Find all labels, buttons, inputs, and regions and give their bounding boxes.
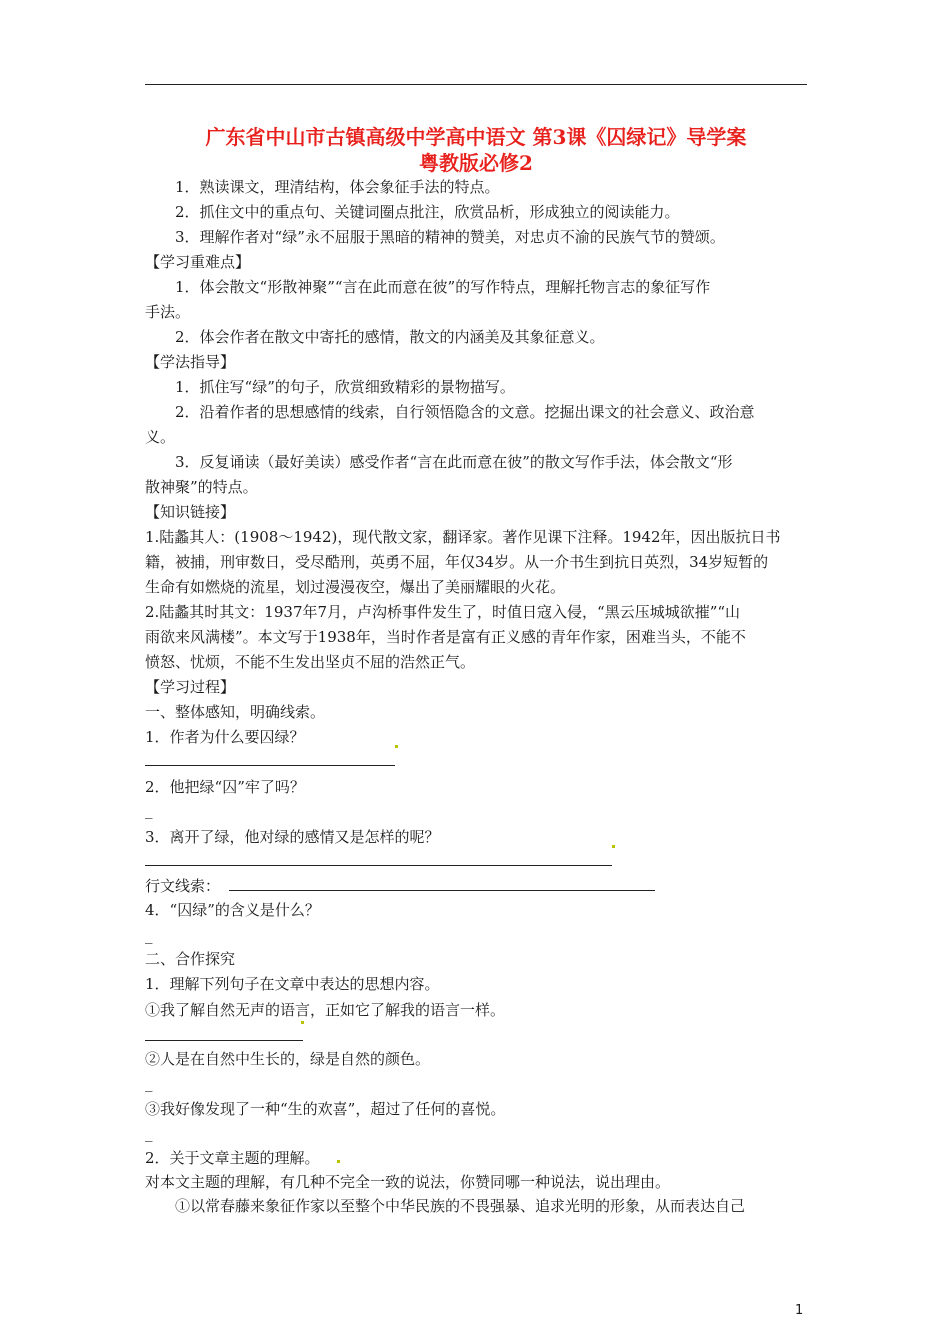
answer-blank-1 <box>145 765 395 766</box>
key-point-1-cont: 手法。 <box>145 303 191 321</box>
speck <box>337 1160 340 1163</box>
clue-label: 行文线索： <box>145 877 221 895</box>
view-1: ①以常春藤来象征作家以至整个中华民族的不畏强暴、追求光明的形象，从而表达自己 <box>175 1197 746 1215</box>
page-number: 1 <box>795 1303 804 1318</box>
speck <box>301 1021 304 1024</box>
key-point-2: 2．体会作者在散文中寄托的感情，散文的内涵美及其象征意义。 <box>175 328 605 346</box>
method-1: 1．抓住写“绿”的句子，欣赏细致精彩的景物描写。 <box>175 378 515 396</box>
objective-2: 2．抓住文中的重点句、关键词圈点批注，欣赏品析，形成独立的阅读能力。 <box>175 203 680 221</box>
process-heading: 【学习过程】 <box>145 678 236 696</box>
document-title: 广东省中山市古镇高级中学高中语文 第3课《囚绿记》导学案 <box>205 125 747 149</box>
objective-1: 1．熟读课文，理清结构，体会象征手法的特点。 <box>175 178 500 196</box>
question-1: 1．作者为什么要囚绿？ <box>145 728 305 746</box>
sentence-2: ②人是在自然中生长的，绿是自然的颜色。 <box>145 1050 431 1068</box>
knowledge-p1-line2: 籍，被捕，刑审数日，受尽酷刑，英勇不屈，年仅34岁。从一介书生到抗日英烈，34岁短暂的 <box>145 553 769 571</box>
speck <box>395 745 398 748</box>
part2-heading: 二、合作探究 <box>145 950 236 968</box>
knowledge-heading: 【知识链接】 <box>145 503 236 521</box>
knowledge-p1-line1: 1.陆蠡其人：(1908～1942)，现代散文家，翻译家。著作见课下注释。1942年，因出版抗日书 <box>145 528 781 546</box>
part1-heading: 一、整体感知，明确线索。 <box>145 703 326 721</box>
answer-mark-s2: _ <box>145 1074 153 1092</box>
header-rule <box>145 84 807 85</box>
question-3: 3．离开了绿，他对绿的感情又是怎样的呢？ <box>145 828 440 846</box>
method-2: 2．沿着作者的思想感情的线索，自行领悟隐含的文意。挖掘出课文的社会意义、政治意 <box>175 403 755 421</box>
answer-blank-3 <box>145 865 612 866</box>
key-point-1: 1．体会散文“形散神聚”“言在此而意在彼”的写作特点，理解托物言志的象征写作 <box>175 278 711 296</box>
speck <box>612 845 615 848</box>
sentence-3: ③我好像发现了一种“生的欢喜”，超过了任何的喜悦。 <box>145 1100 506 1118</box>
answer-mark-4: _ <box>145 926 153 944</box>
method-3-cont: 散神聚”的特点。 <box>145 478 258 496</box>
document-subtitle: 粤教版必修2 <box>419 151 533 175</box>
question-4: 4．“囚绿”的含义是什么？ <box>145 901 320 919</box>
method-2-cont: 义。 <box>145 428 176 446</box>
task-1: 1．理解下列句子在文章中表达的思想内容。 <box>145 975 440 993</box>
key-points-heading: 【学习重难点】 <box>145 253 251 271</box>
question-2: 2．他把绿“囚”牢了吗？ <box>145 778 305 796</box>
knowledge-p2-line1: 2.陆蠡其时其文：1937年7月，卢沟桥事件发生了，时值日寇入侵，“黑云压城城欲摧”“山 <box>145 603 741 621</box>
clue-blank <box>229 890 655 891</box>
method-3: 3．反复诵读（最好美读）感受作者“言在此而意在彼”的散文写作手法，体会散文“形 <box>175 453 733 471</box>
answer-mark-2: _ <box>145 801 153 819</box>
task-2: 2．关于文章主题的理解。 <box>145 1149 320 1167</box>
knowledge-p1-line3: 生命有如燃烧的流星，划过漫漫夜空，爆出了美丽耀眼的火花。 <box>145 578 566 596</box>
knowledge-p2-line3: 愤怒、忧烦，不能不生发出坚贞不屈的浩然正气。 <box>145 653 476 671</box>
method-heading: 【学法指导】 <box>145 353 236 371</box>
answer-blank-s1 <box>145 1040 303 1041</box>
sentence-1: ①我了解自然无声的语言，正如它了解我的语言一样。 <box>145 1001 506 1019</box>
knowledge-p2-line2: 雨欲来风满楼”。本文写于1938年，当时作者是富有正义感的青年作家，困难当头，不能不 <box>145 628 746 646</box>
objective-3: 3．理解作者对“绿”永不屈服于黑暗的精神的赞美，对忠贞不渝的民族气节的赞颂。 <box>175 228 725 246</box>
task-2-description: 对本文主题的理解，有几种不完全一致的说法，你赞同哪一种说法，说出理由。 <box>145 1173 671 1191</box>
answer-mark-s3: _ <box>145 1124 153 1142</box>
